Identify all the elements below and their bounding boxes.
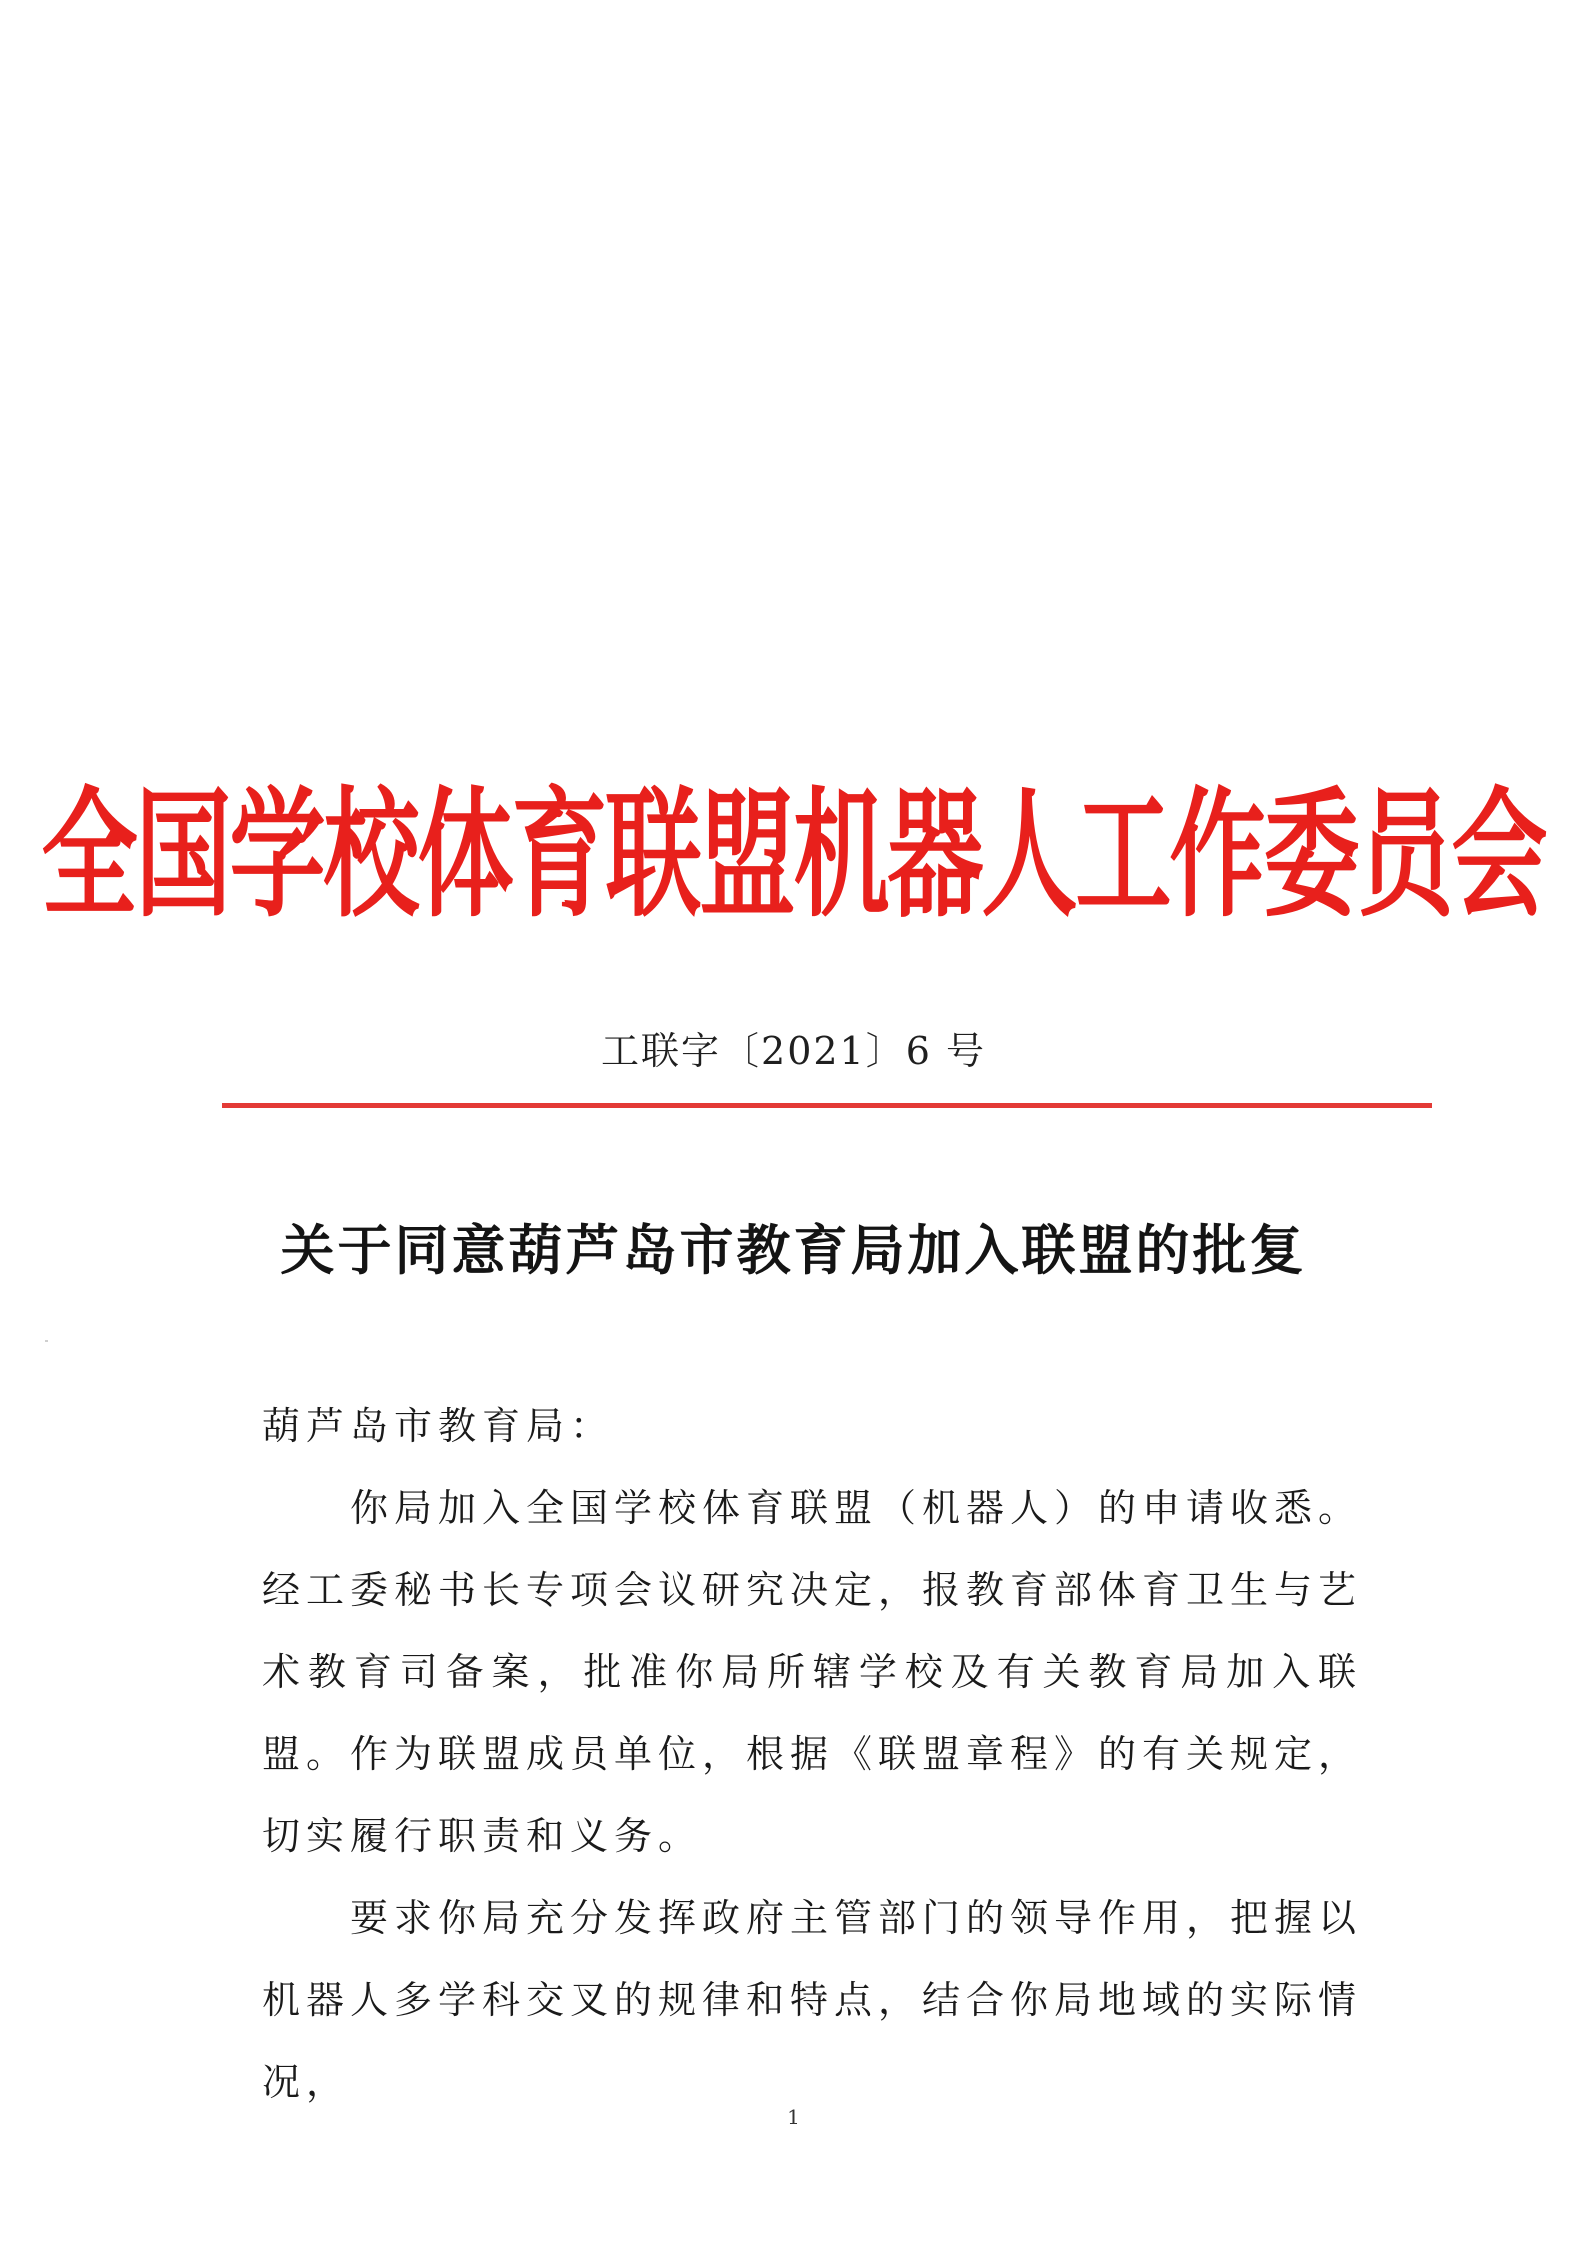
body-paragraph: 要求你局充分发挥政府主管部门的领导作用，把握以机器人多学科交叉的规律和特点，结合你局地域的实际情况， — [262, 1896, 1363, 2104]
salutation: 葫芦岛市教育局： — [262, 1404, 615, 1448]
document-title: 关于同意葫芦岛市教育局加入联盟的批复 — [280, 1219, 1307, 1282]
page-number: 1 — [787, 2105, 800, 2129]
document-body — [262, 1385, 1362, 2123]
scan-speck — [45, 1340, 48, 1342]
body-paragraph: 你局加入全国学校体育联盟（机器人）的申请收悉。经工委秘书长专项会议研究决定，报教育部体育卫生与艺术教育司备案，批准你局所辖学校及有关教育局加入联盟。作为联盟成员单位，根据《联盟章程》的有关规定，切实履行职责和义务。 — [262, 1486, 1363, 1858]
organization-header: 全国学校体育联盟机器人工作委员会 — [41, 774, 1546, 937]
red-divider-line — [222, 1103, 1432, 1108]
document-number: 工联字〔2021〕6 号 — [601, 1029, 986, 1073]
